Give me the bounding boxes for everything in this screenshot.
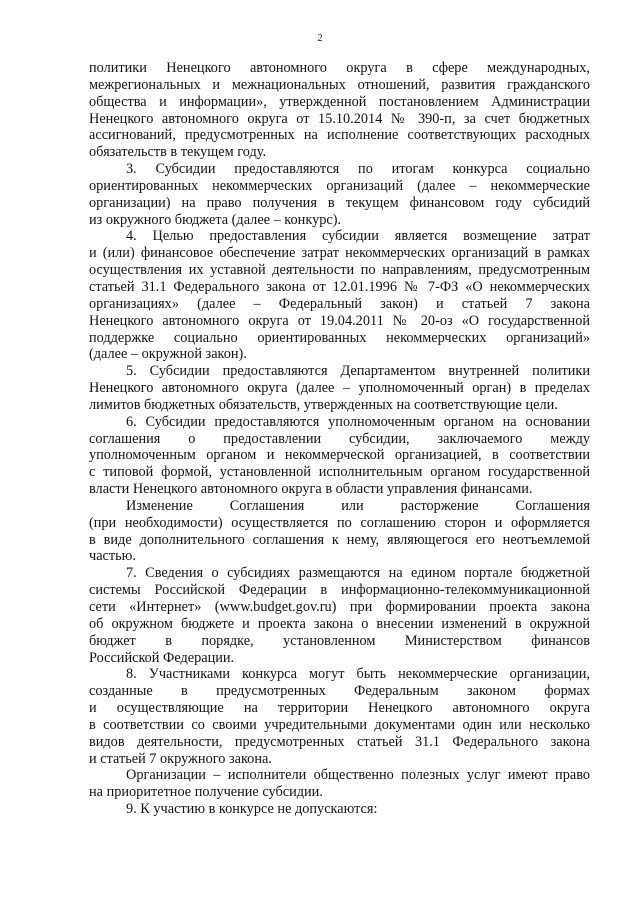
text-line: организации) на право получения в текущем финансовом году субсидий [89, 194, 590, 211]
text-line: ориентированных некоммерческих организаций (далее – некоммерческие [89, 177, 590, 194]
text-line: видов деятельности, предусмотренных статьей 31.1 Федерального закона [89, 733, 590, 750]
text-line: (при необходимости) осуществляется по соглашению сторон и оформляется [89, 514, 590, 531]
text-line: 9. К участию в конкурсе не допускаются: [126, 801, 378, 818]
text-line: общества и информации», утвержденной постановлением Администрации [89, 93, 590, 110]
text-line: статьей 31.1 Федерального закона от 12.01.1996 № 7-ФЗ «О некоммерческих [89, 278, 590, 295]
text-line: 5. Субсидии предоставляются Департаментом внутренней политики [126, 363, 590, 380]
text-line: 6. Субсидии предоставляются уполномоченным органом на основании [126, 413, 590, 430]
text-line: лимитов бюджетных обязательств, утвержденных на соответствующие цели. [89, 396, 558, 413]
text-line: и статьей 7 окружного закона. [89, 750, 272, 767]
text-line: власти Ненецкого автономного округа в области управления финансами. [89, 481, 533, 498]
text-line: осуществления их уставной деятельности по направлениям, предусмотренным [89, 262, 590, 279]
text-line: уполномоченным органом и некоммерческой организацией, в соответствии [89, 447, 590, 464]
text-line: 8. Участниками конкурса могут быть некоммерческие организации, [126, 666, 590, 683]
text-line: поддержке социально ориентированных некоммерческих организаций» [89, 329, 590, 346]
text-line: организациях» (далее – Федеральный закон) и статьей 7 закона [89, 295, 590, 312]
text-line: Организации – исполнители общественно полезных услуг имеют право [126, 767, 590, 784]
text-line: в виде дополнительного соглашения к нему, являющегося его неотъемлемой [89, 531, 590, 548]
text-line: Ненецкого автономного округа от 15.10.2014 № 390-п, за счет бюджетных [89, 110, 590, 127]
document-body [89, 60, 590, 818]
text-line: и (или) финансовое обеспечение затрат некоммерческих организаций в рамках [89, 245, 590, 262]
text-line: ассигнований, предусмотренных на исполнение соответствующих расходных [89, 127, 590, 144]
text-line: соглашения о предоставлении субсидии, заключаемого между [89, 430, 590, 447]
text-line: об окружном бюджете и проекта закона о внесении изменений в окружной [89, 615, 590, 632]
page-number: 2 [317, 32, 323, 44]
text-line: 7. Сведения о субсидиях размещаются на едином портале бюджетной [126, 565, 590, 582]
text-line: 3. Субсидии предоставляются по итогам конкурса социально [126, 161, 590, 178]
text-line: Ненецкого автономного округа (далее – уполномоченный орган) в пределах [89, 380, 590, 397]
text-line: из окружного бюджета (далее – конкурс). [89, 211, 342, 228]
text-line: в соответствии со своими учредительными документами один или несколько [89, 716, 590, 733]
text-line: Изменение Соглашения или расторжение Соглашения [126, 497, 590, 514]
text-line: Российской Федерации. [89, 649, 235, 666]
text-line: системы Российской Федерации в информационно-телекоммуникационной [89, 582, 590, 599]
text-line: частью. [89, 548, 136, 565]
text-line: межрегиональных и межнациональных отношений, развития гражданского [89, 76, 590, 93]
text-line: сети «Интернет» (www.budget.gov.ru) при формировании проекта закона [89, 599, 590, 615]
text-line: созданные в предусмотренных Федеральным законом формах [89, 683, 590, 700]
text-line: на приоритетное получение субсидии. [89, 784, 323, 801]
text-line: политики Ненецкого автономного округа в сфере международных, [89, 60, 590, 76]
text-line: с типовой формой, установленной исполнительным органом государственной [89, 464, 590, 481]
text-line: бюджет в порядке, установленном Министерством финансов [89, 632, 590, 649]
text-line: (далее – окружной закон). [89, 346, 247, 363]
text-line: и осуществляющие на территории Ненецкого автономного округа [89, 700, 590, 717]
text-line: 4. Целью предоставления субсидии является возмещение затрат [126, 228, 590, 245]
text-line: обязательств в текущем году. [89, 144, 267, 161]
text-line: Ненецкого автономного округа от 19.04.2011 № 20-оз «О государственной [89, 312, 590, 329]
